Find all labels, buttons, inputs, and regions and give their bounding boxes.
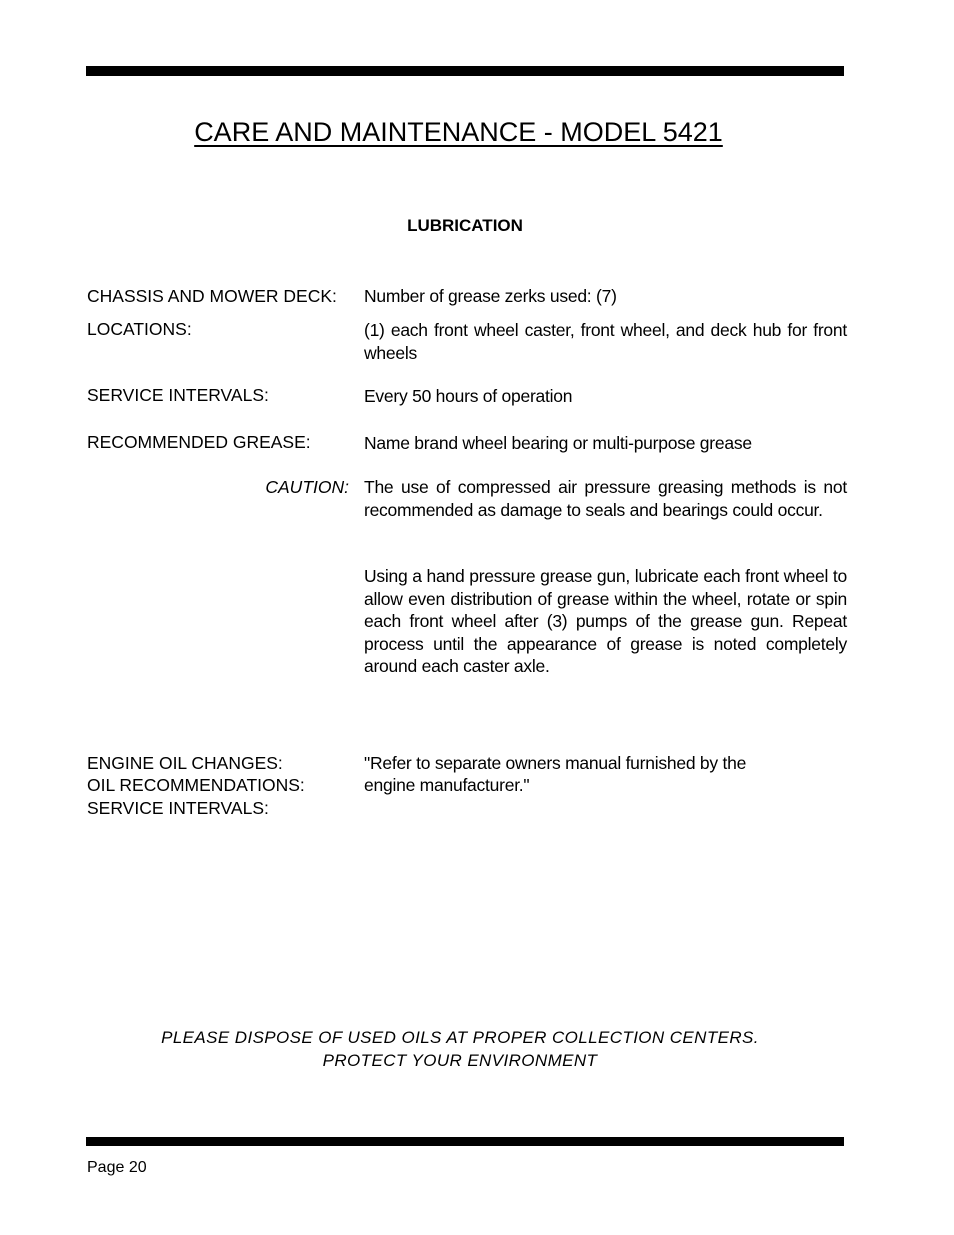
- recommended-grease-label: RECOMMENDED GREASE:: [87, 432, 311, 452]
- oil-recommendations-label: OIL RECOMMENDATIONS:: [87, 775, 305, 795]
- greasing-procedure: Using a hand pressure grease gun, lubricate each front wheel to allow even distribution of grease within the wheel, rotate or spin each front wheel after (3) pumps of the grease gun. Repeat process until the appearance of grease is noted completely around each caster axle.: [364, 566, 847, 676]
- page-number: Page 20: [87, 1159, 147, 1176]
- locations-label: LOCATIONS:: [87, 319, 192, 339]
- caution-text: The use of compressed air pressure greasing methods is not recommended as damage to seals and bearings could occur.: [364, 477, 847, 520]
- page-title: CARE AND MAINTENANCE - MODEL 5421: [194, 117, 723, 147]
- chassis-value: Number of grease zerks used: (7): [364, 286, 617, 306]
- chassis-label: CHASSIS AND MOWER DECK:: [87, 286, 337, 306]
- engine-reference-line-2: engine manufacturer.": [364, 775, 530, 795]
- dispose-oil-note: PLEASE DISPOSE OF USED OILS AT PROPER COLLECTION CENTERS.: [161, 1028, 759, 1047]
- engine-oil-changes-label: ENGINE OIL CHANGES:: [87, 753, 283, 773]
- recommended-grease-value: Name brand wheel bearing or multi-purpose grease: [364, 433, 752, 453]
- engine-service-intervals-label: SERVICE INTERVALS:: [87, 798, 269, 818]
- top-rule: [86, 66, 844, 76]
- service-intervals-value: Every 50 hours of operation: [364, 386, 573, 406]
- section-heading: LUBRICATION: [407, 216, 523, 235]
- environment-note: PROTECT YOUR ENVIRONMENT: [322, 1051, 598, 1070]
- service-intervals-label: SERVICE INTERVALS:: [87, 385, 269, 405]
- locations-value: (1) each front wheel caster, front wheel, and deck hub for front wheels: [364, 320, 847, 363]
- caution-label: CAUTION:: [265, 477, 349, 497]
- engine-reference-line-1: "Refer to separate owners manual furnished by the: [364, 753, 747, 773]
- bottom-rule: [86, 1137, 844, 1146]
